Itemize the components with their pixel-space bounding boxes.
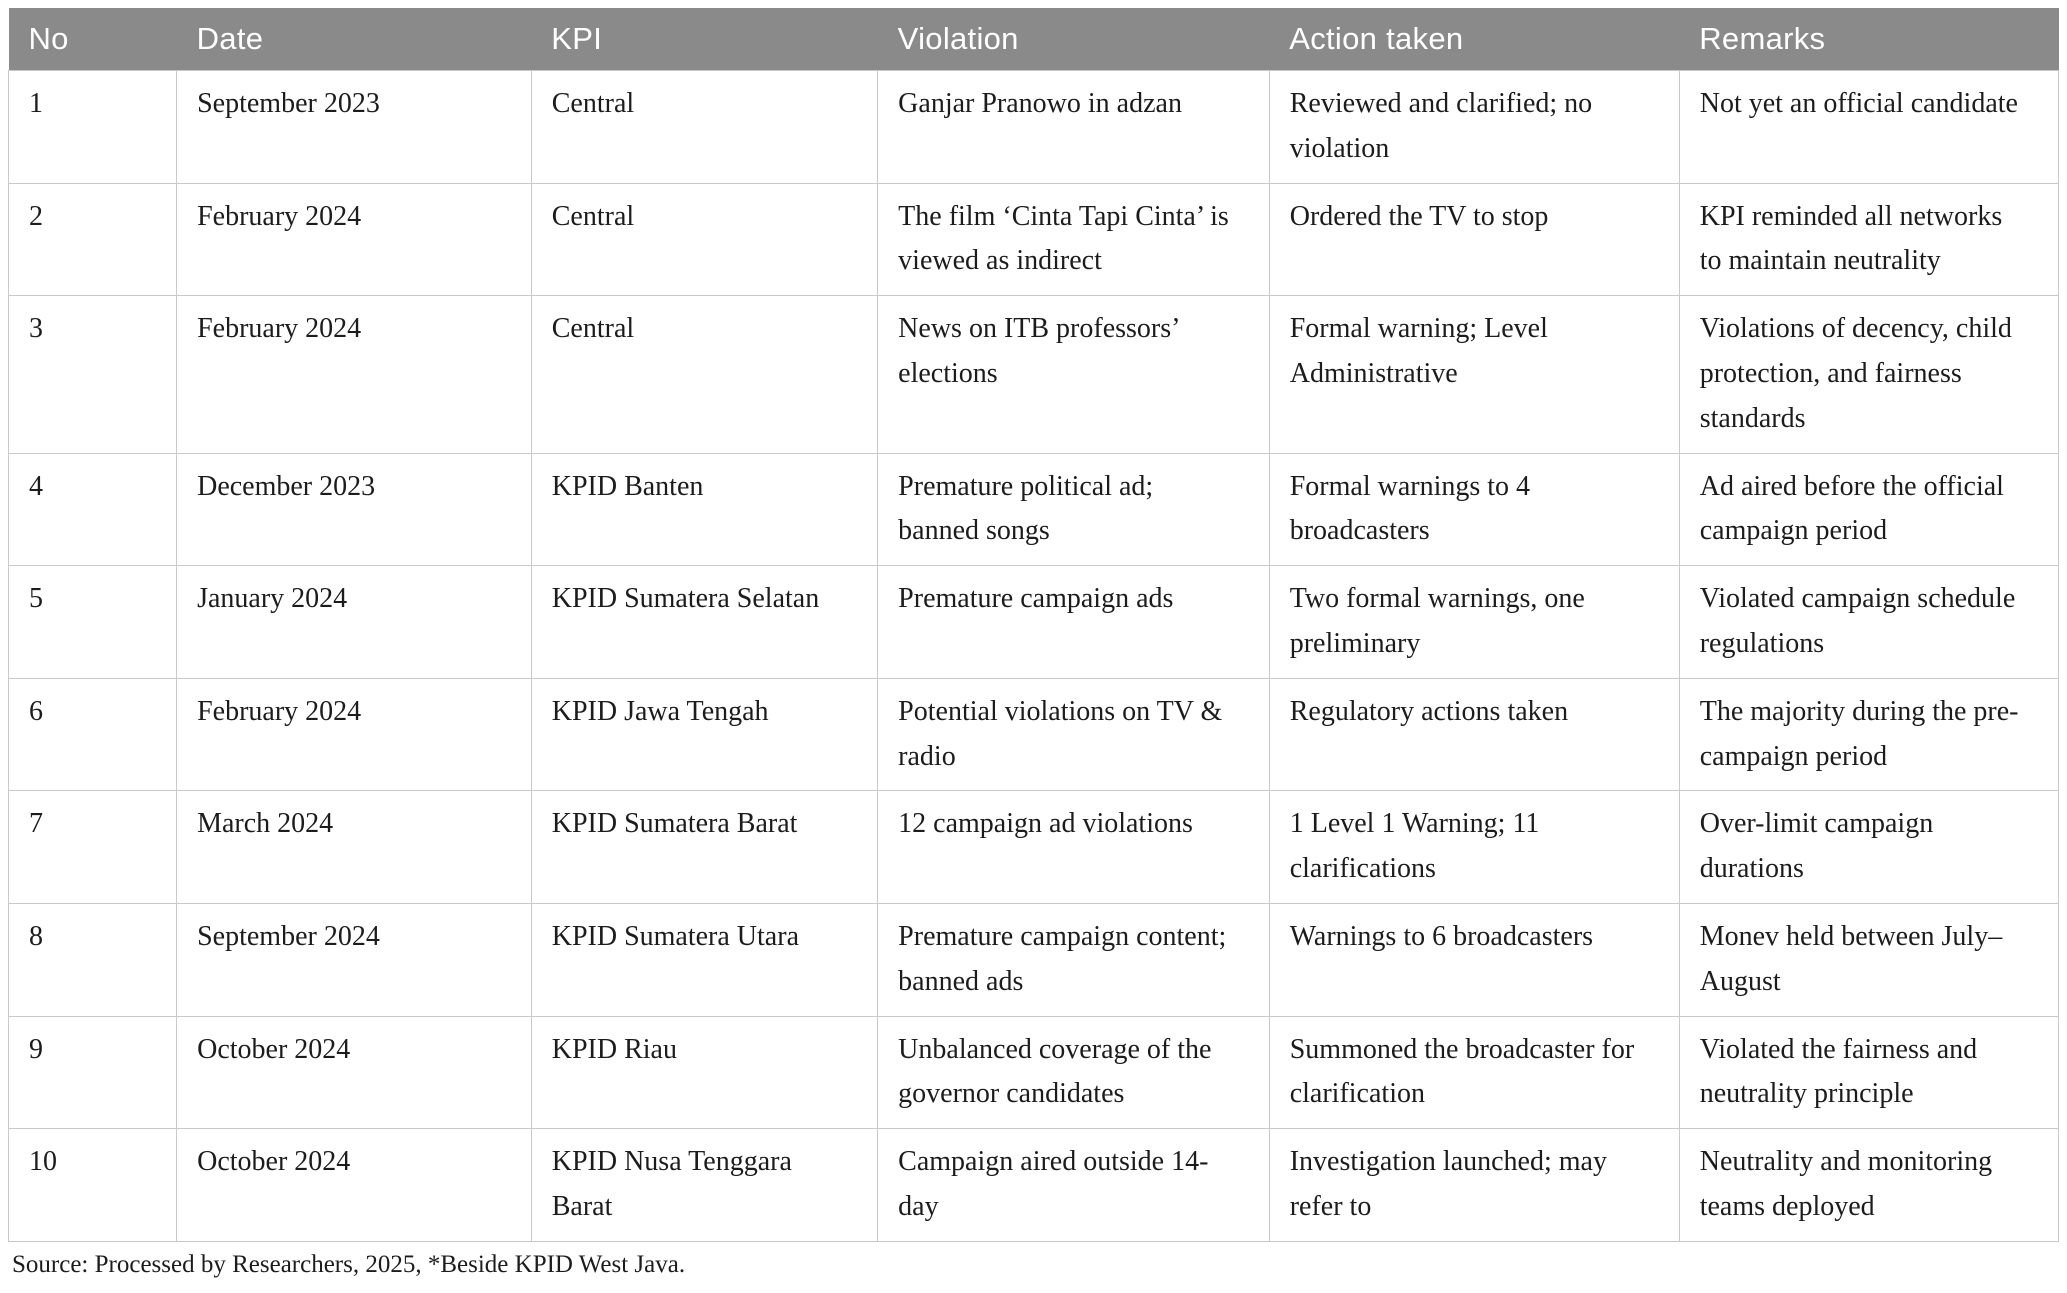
cell-violation: Premature political ad; banned songs — [878, 453, 1270, 566]
cell-kpi: Central — [531, 71, 877, 184]
cell-remarks: Ad aired before the official campaign period — [1679, 453, 2058, 566]
table-row — [9, 566, 2059, 679]
col-header-no: No — [9, 8, 177, 71]
cell-action-taken: Summoned the broadcaster for clarification — [1269, 1016, 1679, 1129]
cell-no: 6 — [9, 678, 177, 791]
col-header-kpi: KPI — [531, 8, 877, 71]
cell-violation: Potential violations on TV & radio — [878, 678, 1270, 791]
cell-remarks: Violated the fairness and neutrality principle — [1679, 1016, 2058, 1129]
cell-no: 1 — [9, 71, 177, 184]
table-row — [9, 453, 2059, 566]
cell-date: December 2023 — [177, 453, 532, 566]
cell-remarks: Violated campaign schedule regulations — [1679, 566, 2058, 679]
cell-kpi: Central — [531, 183, 877, 296]
table-row — [9, 1016, 2059, 1129]
cell-kpi: KPID Sumatera Selatan — [531, 566, 877, 679]
cell-no: 9 — [9, 1016, 177, 1129]
cell-no: 5 — [9, 566, 177, 679]
cell-violation: Ganjar Pranowo in adzan — [878, 71, 1270, 184]
cell-remarks: KPI reminded all networks to maintain neutrality — [1679, 183, 2058, 296]
cell-action-taken: Investigation launched; may refer to — [1269, 1129, 1679, 1242]
cell-date: October 2024 — [177, 1129, 532, 1242]
cell-date: February 2024 — [177, 678, 532, 791]
cell-date: February 2024 — [177, 183, 532, 296]
table-row — [9, 1129, 2059, 1242]
cell-violation: News on ITB professors’ elections — [878, 296, 1270, 453]
cell-violation: Campaign aired outside 14-day — [878, 1129, 1270, 1242]
header-row — [9, 8, 2059, 71]
cell-violation: Unbalanced coverage of the governor candidates — [878, 1016, 1270, 1129]
cell-action-taken: 1 Level 1 Warning; 11 clarifications — [1269, 791, 1679, 904]
col-header-remarks: Remarks — [1679, 8, 2058, 71]
cell-violation: Premature campaign content; banned ads — [878, 903, 1270, 1016]
cell-no: 10 — [9, 1129, 177, 1242]
table-row — [9, 183, 2059, 296]
cell-action-taken: Ordered the TV to stop — [1269, 183, 1679, 296]
cell-no: 8 — [9, 903, 177, 1016]
cell-no: 2 — [9, 183, 177, 296]
cell-kpi: KPID Jawa Tengah — [531, 678, 877, 791]
table-row — [9, 71, 2059, 184]
table-row — [9, 678, 2059, 791]
cell-kpi: KPID Riau — [531, 1016, 877, 1129]
cell-date: September 2023 — [177, 71, 532, 184]
cell-date: September 2024 — [177, 903, 532, 1016]
cell-action-taken: Regulatory actions taken — [1269, 678, 1679, 791]
table-row — [9, 791, 2059, 904]
cell-violation: The film ‘Cinta Tapi Cinta’ is viewed as indirect — [878, 183, 1270, 296]
col-header-date: Date — [177, 8, 532, 71]
cell-remarks: Neutrality and monitoring teams deployed — [1679, 1129, 2058, 1242]
cell-kpi: KPID Sumatera Utara — [531, 903, 877, 1016]
cell-violation: 12 campaign ad violations — [878, 791, 1270, 904]
cell-action-taken: Warnings to 6 broadcasters — [1269, 903, 1679, 1016]
cell-remarks: The majority during the pre-campaign period — [1679, 678, 2058, 791]
cell-violation: Premature campaign ads — [878, 566, 1270, 679]
cell-action-taken: Formal warnings to 4 broadcasters — [1269, 453, 1679, 566]
cell-remarks: Over-limit campaign durations — [1679, 791, 2058, 904]
source-note: Source: Processed by Researchers, 2025, *Beside KPID West Java. — [12, 1250, 686, 1278]
cell-kpi: KPID Sumatera Barat — [531, 791, 877, 904]
cell-remarks: Monev held between July–August — [1679, 903, 2058, 1016]
cell-remarks: Violations of decency, child protection, and fairness standards — [1679, 296, 2058, 453]
col-header-violation: Violation — [878, 8, 1270, 71]
violations-table — [8, 8, 2059, 1242]
col-header-action-taken: Action taken — [1269, 8, 1679, 71]
cell-action-taken: Two formal warnings, one preliminary — [1269, 566, 1679, 679]
cell-no: 4 — [9, 453, 177, 566]
table-row — [9, 296, 2059, 453]
cell-remarks: Not yet an official candidate — [1679, 71, 2058, 184]
cell-kpi: KPID Nusa Tenggara Barat — [531, 1129, 877, 1242]
table-row — [9, 903, 2059, 1016]
cell-date: February 2024 — [177, 296, 532, 453]
cell-no: 7 — [9, 791, 177, 904]
cell-date: March 2024 — [177, 791, 532, 904]
cell-action-taken: Formal warning; Level Administrative — [1269, 296, 1679, 453]
cell-date: January 2024 — [177, 566, 532, 679]
cell-no: 3 — [9, 296, 177, 453]
cell-kpi: Central — [531, 296, 877, 453]
cell-date: October 2024 — [177, 1016, 532, 1129]
cell-action-taken: Reviewed and clarified; no violation — [1269, 71, 1679, 184]
cell-kpi: KPID Banten — [531, 453, 877, 566]
